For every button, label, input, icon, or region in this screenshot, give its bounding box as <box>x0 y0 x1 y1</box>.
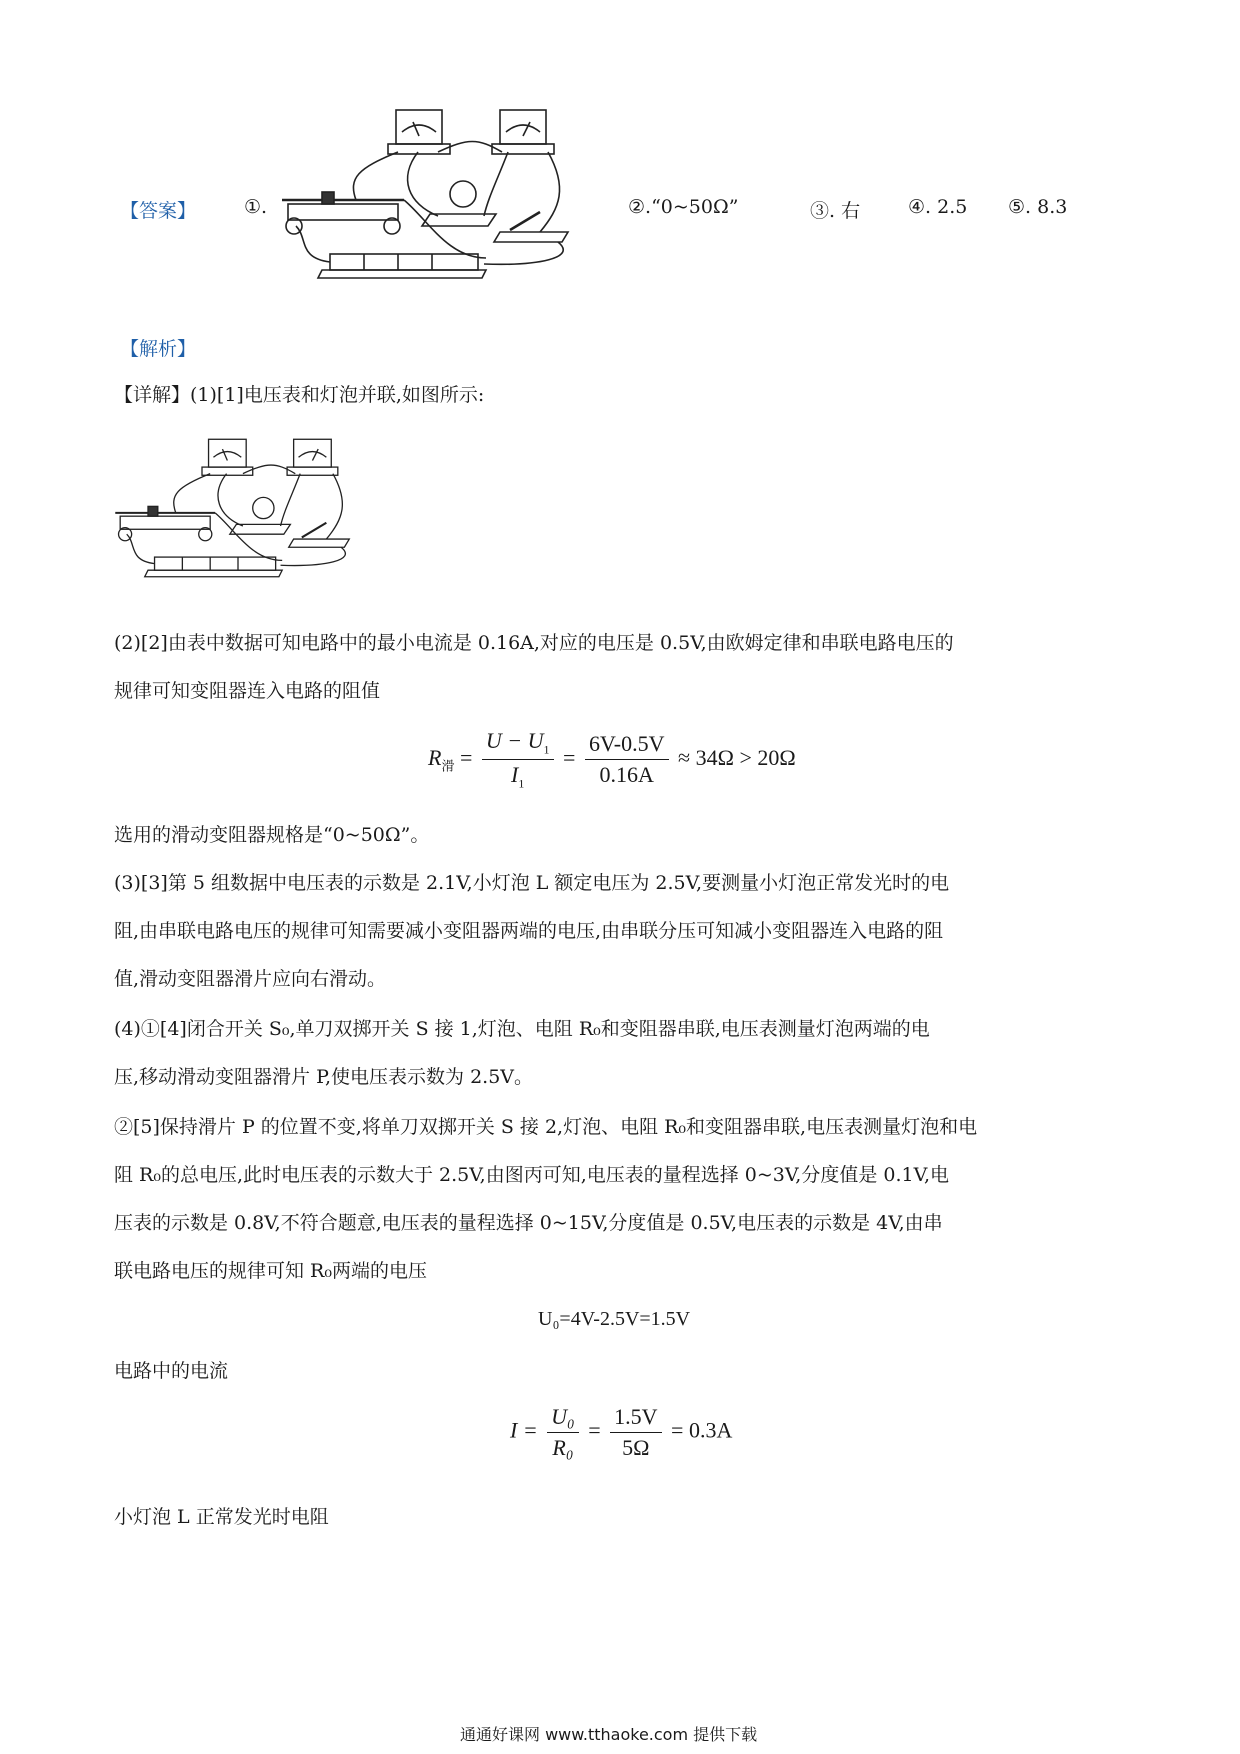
detail-paragraph-4a: (3)[3]第 5 组数据中电压表的示数是 2.1V,小灯泡 L 额定电压为 2.5V,要测量小灯泡正常发光时的电 <box>114 872 950 894</box>
bulb-icon <box>253 497 274 518</box>
detail-paragraph-3: 选用的滑动变阻器规格是“0~50Ω”。 <box>114 824 430 846</box>
detail-paragraph-6a: ②[5]保持滑片 P 的位置不变,将单刀双掷开关 S 接 2,灯泡、电阻 R₀和变阻器串联,电压表测量灯泡和电 <box>114 1116 978 1138</box>
detail-paragraph-4c: 值,滑动变阻器滑片应向右滑动。 <box>114 968 387 990</box>
answer-tag: 【答案】 <box>120 200 197 222</box>
detail-paragraph-5a: (4)①[4]闭合开关 S₀,单刀双掷开关 S 接 1,灯泡、电阻 R₀和变阻器串联,电压表测量灯泡两端的电 <box>114 1018 930 1040</box>
page-footer: 通通好课网 www.tthaoke.com 提供下载 <box>460 1725 758 1744</box>
answer-item-4: ④. 2.5 <box>908 196 968 218</box>
voltmeter-icon <box>209 439 247 467</box>
bulb-icon <box>450 181 476 207</box>
detail-paragraph-8: 小灯泡 L 正常发光时电阻 <box>114 1506 329 1528</box>
analysis-tag: 【解析】 <box>120 338 197 360</box>
answer-item-5: ⑤. 8.3 <box>1008 196 1068 218</box>
switch-icon <box>494 232 568 242</box>
circuit-diagram-answer <box>278 108 608 280</box>
switch-icon <box>289 539 350 547</box>
answer-item-3: ③. 右 <box>810 200 861 222</box>
detail-paragraph-4b: 阻,由串联电路电压的规律可知需要减小变阻器两端的电压,由串联分压可知减小变阻器连入电路的阻 <box>114 920 944 942</box>
rheostat-icon <box>288 204 398 220</box>
equation-voltage: U₀=4V-2.5V=1.5V <box>538 1308 691 1330</box>
battery-icon <box>155 557 276 570</box>
answer-item-1: ①. <box>244 196 268 218</box>
detail-paragraph-2a: (2)[2]由表中数据可知电路中的最小电流是 0.16A,对应的电压是 0.5V,由欧姆定律和串联电路电压的 <box>114 632 954 654</box>
battery-icon <box>330 254 478 270</box>
detail-paragraph-5b: 压,移动滑动变阻器滑片 P,使电压表示数为 2.5V。 <box>114 1066 534 1088</box>
detail-paragraph-6d: 联电路电压的规律可知 R₀两端的电压 <box>114 1260 427 1282</box>
ammeter-icon <box>500 110 546 144</box>
voltmeter-icon <box>396 110 442 144</box>
equation-resistance: $R_滑$ = $\frac{U - U_1}{I_1}$ = $\frac{6V-0.5V}{0.16A}$ ≈ 34Ω > 20Ω <box>428 728 796 791</box>
circuit-diagram-detail <box>112 420 382 596</box>
detail-paragraph-6c: 压表的示数是 0.8V,不符合题意,电压表的量程选择 0~15V,分度值是 0.5V,电压表的示数是 4V,由串 <box>114 1212 943 1234</box>
detail-paragraph-1: 【详解】(1)[1]电压表和灯泡并联,如图所示: <box>114 384 485 406</box>
rheostat-icon <box>120 516 210 529</box>
detail-paragraph-7: 电路中的电流 <box>114 1360 229 1382</box>
equation-current: I = $\frac{\text{U₀}}{\text{R₀}}$ = $\frac{1.5V}{5\Omega}$ = 0.3A <box>510 1404 733 1460</box>
answer-item-2: ②.“0~50Ω” <box>628 196 739 218</box>
detail-paragraph-2b: 规律可知变阻器连入电路的阻值 <box>114 680 381 702</box>
detail-paragraph-6b: 阻 R₀的总电压,此时电压表的示数大于 2.5V,由图丙可知,电压表的量程选择 0~3V,分度值是 0.1V,电 <box>114 1164 950 1186</box>
ammeter-icon <box>294 439 332 467</box>
